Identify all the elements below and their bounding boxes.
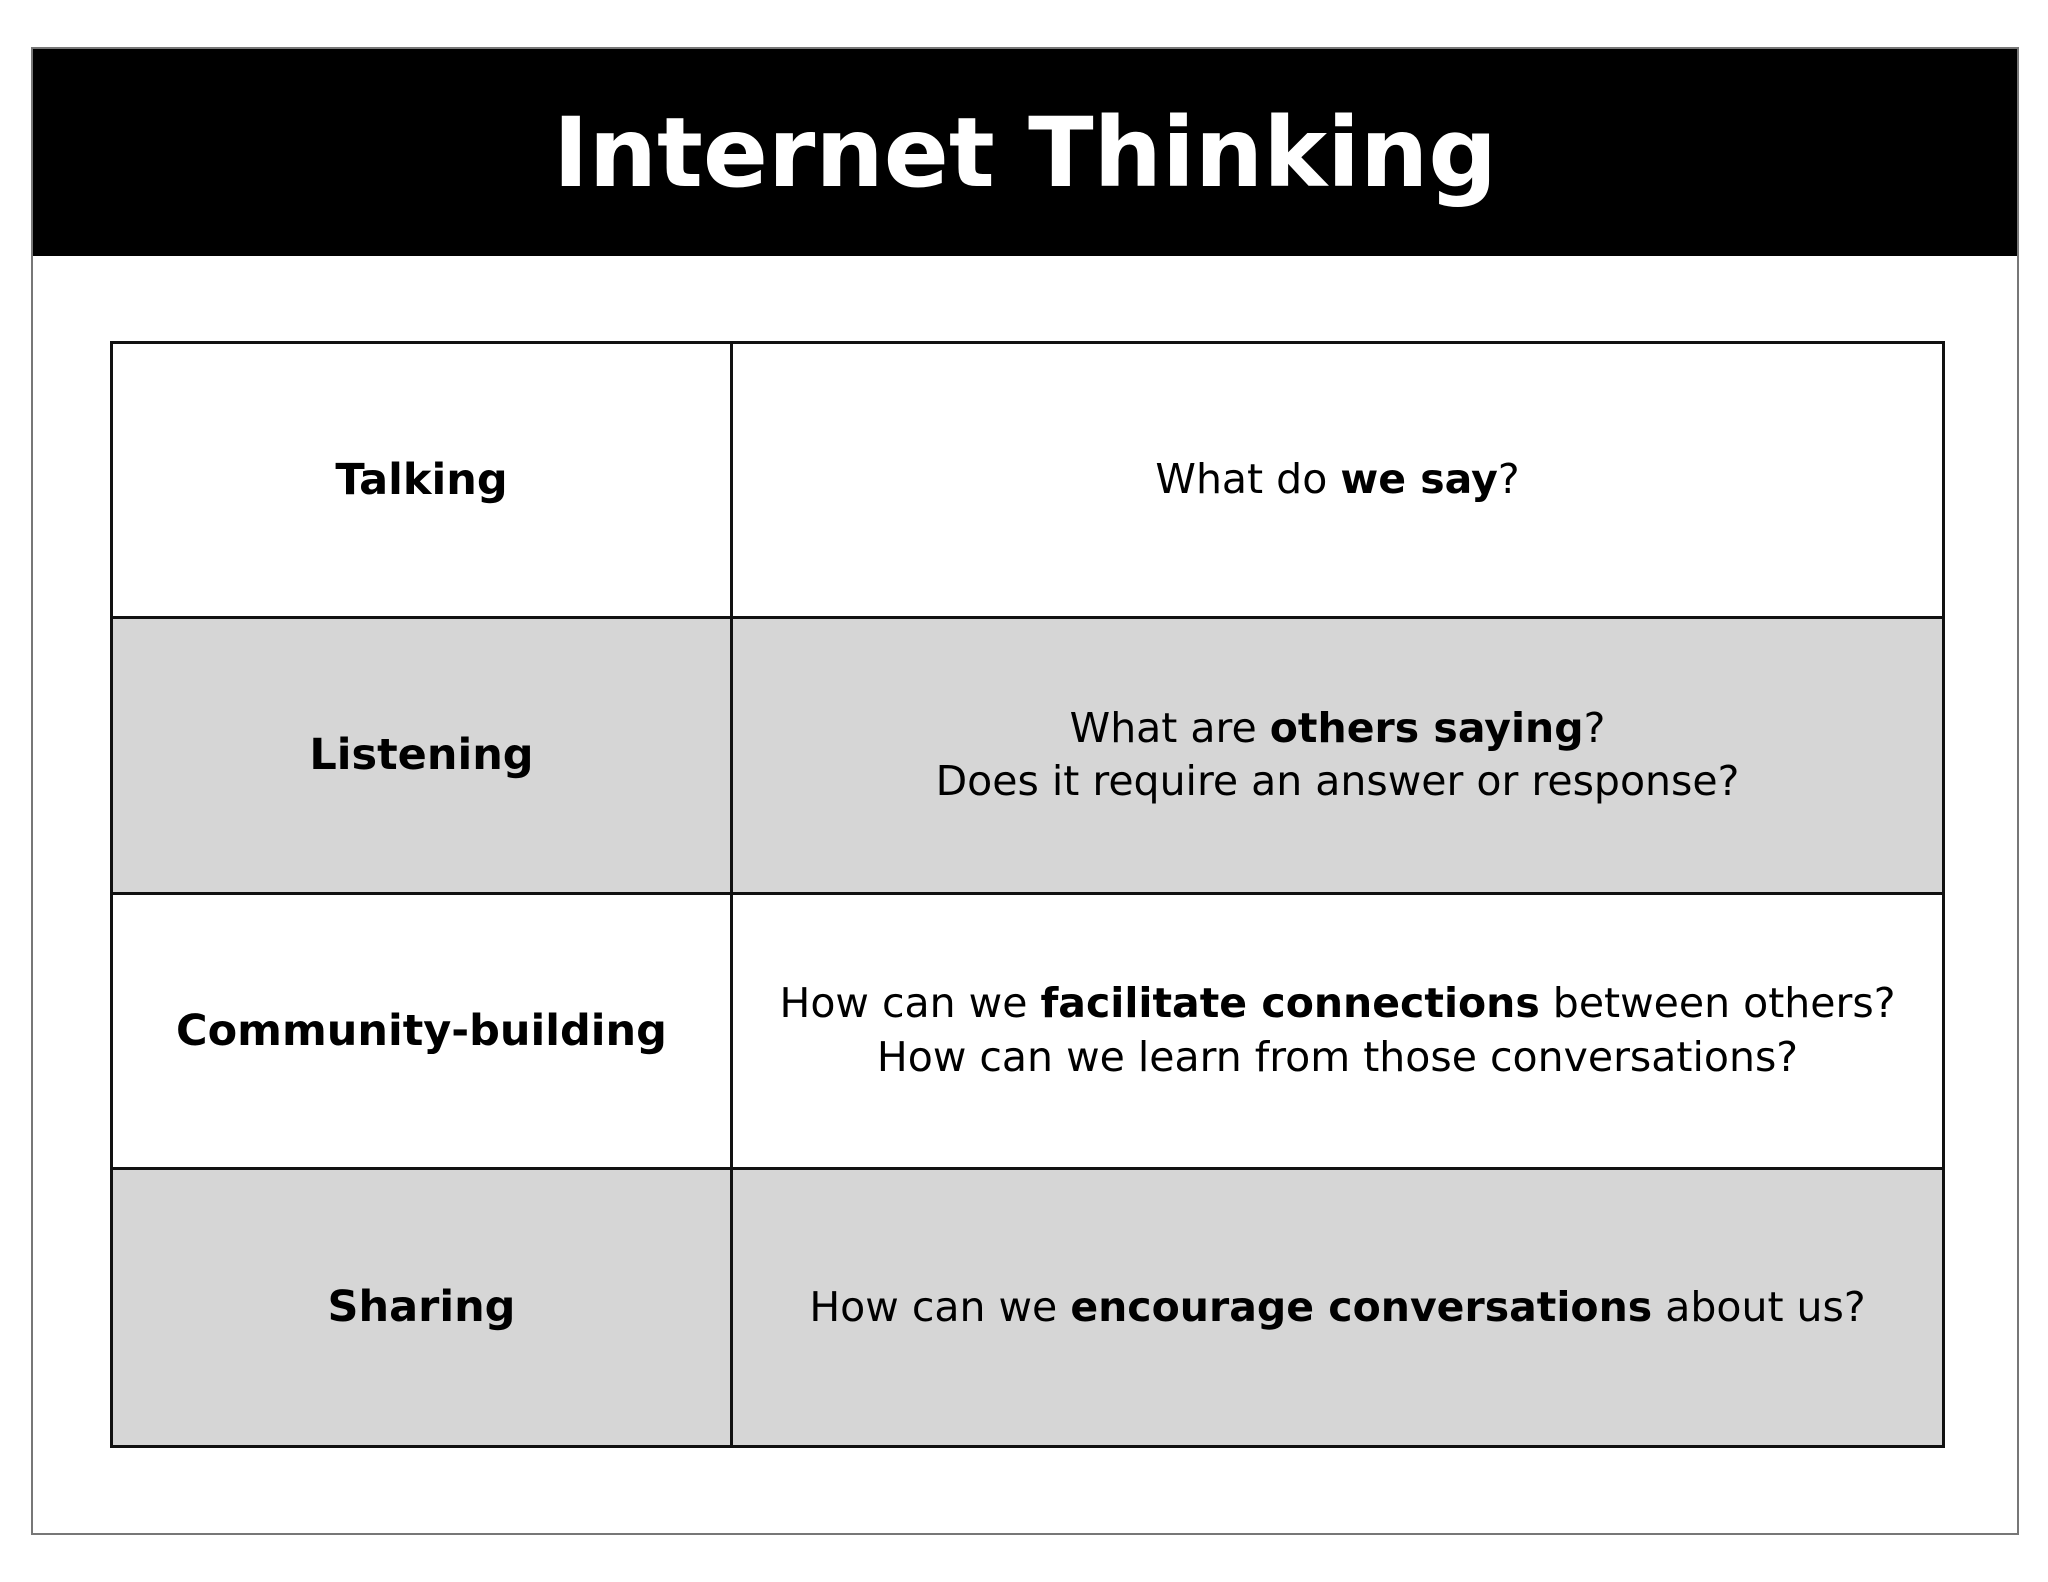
row-label: Community-building [113,895,733,1170]
emphasis-text: we say [1340,455,1498,504]
description-line [809,1281,1865,1334]
description-line [936,755,1740,808]
description-line [877,1031,1798,1084]
row-label: Talking [113,344,733,619]
row-label: Sharing [113,1170,733,1445]
row-description [733,344,1942,619]
text-segment: about us? [1652,1282,1866,1331]
description-line [1070,702,1606,755]
text-segment: between others? [1539,979,1896,1028]
text-segment: How can we [779,979,1041,1028]
text-segment: What are [1069,704,1270,753]
text-segment: How can we [809,1282,1071,1331]
row-description [733,1170,1942,1445]
text-segment: ? [1497,455,1520,504]
description-line [780,977,1896,1030]
emphasis-text: facilitate connections [1040,979,1540,1028]
text-segment: ? [1583,704,1606,753]
text-segment: Does it require an answer or response? [935,757,1740,806]
emphasis-text: others saying [1269,704,1584,753]
text-segment: What do [1155,455,1341,504]
title-bar [33,49,2017,256]
row-description [733,895,1942,1170]
comparison-table [110,341,1945,1448]
slide-title: Internet Thinking [552,96,1498,209]
description-line [1155,453,1519,506]
row-label: Listening [113,619,733,894]
slide [31,47,2019,1535]
emphasis-text: encourage conversations [1070,1282,1653,1331]
text-segment: How can we learn from those conversations? [876,1032,1799,1081]
row-description [733,619,1942,894]
